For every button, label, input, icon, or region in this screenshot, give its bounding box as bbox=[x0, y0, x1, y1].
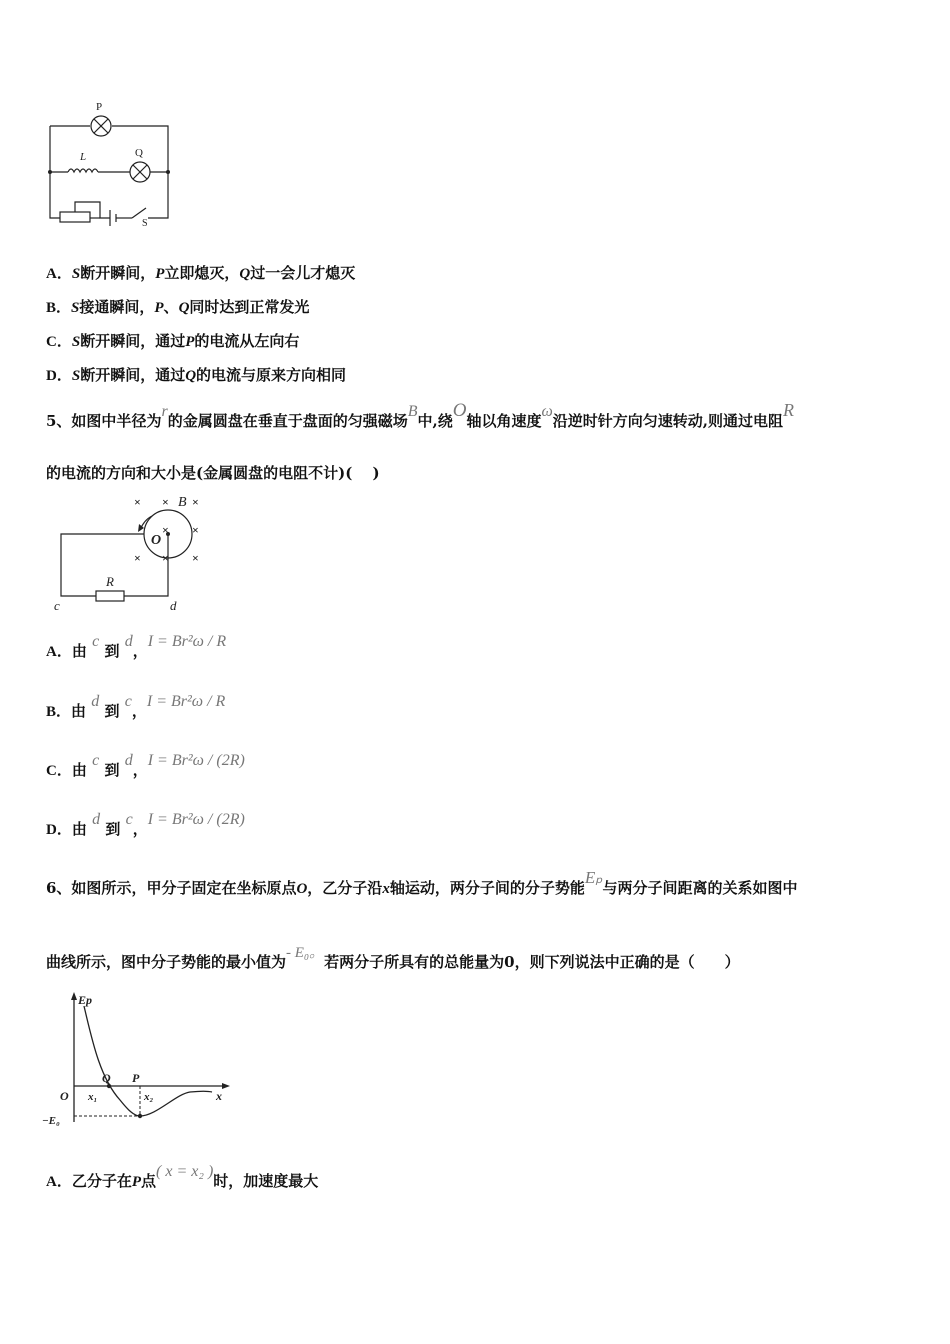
formula: I = Br²ω / R bbox=[146, 693, 226, 710]
x2-label: x₂ bbox=[144, 1091, 154, 1103]
cross-mark: × bbox=[192, 523, 199, 537]
q4-option-c[interactable]: C．S断开瞬间，通过P的电流从左向右 bbox=[46, 332, 300, 350]
point-q-label: Q bbox=[102, 1071, 111, 1085]
q5-option-a[interactable]: A．由 c 到 d，I = Br²ω / R bbox=[46, 633, 227, 660]
q4-option-d[interactable]: D．S断开瞬间，通过Q的电流与原来方向相同 bbox=[46, 366, 347, 384]
label-c: c bbox=[54, 598, 60, 613]
label-o: O bbox=[151, 533, 162, 548]
var-omega: ω bbox=[541, 403, 553, 420]
q5-stem-line1: 5、如图中半径为r的金属圆盘在垂直于盘面的匀强磁场B中,绕O轴以角速度ω沿逆时针方向匀速转动,则通过电阻R bbox=[46, 400, 794, 430]
axis-label-x: x bbox=[216, 1089, 222, 1103]
neg-e0-label: −E₀ bbox=[42, 1115, 60, 1127]
q6-option-a[interactable]: A．乙分子在P点( x = x₂ )时，加速度最大 bbox=[46, 1163, 319, 1190]
origin-label: O bbox=[60, 1089, 69, 1103]
q4-option-b[interactable]: B．S接通瞬间，P、Q同时达到正常发光 bbox=[46, 298, 310, 316]
cross-mark: × bbox=[134, 551, 141, 565]
condition: ( x = x₂ ) bbox=[156, 1163, 214, 1180]
q5-option-d[interactable]: D．由 d 到 c，I = Br²ω / (2R) bbox=[46, 811, 245, 838]
label-d: d bbox=[170, 598, 177, 613]
q5-option-c[interactable]: C．由 c 到 d，I = Br²ω / (2R) bbox=[46, 752, 245, 779]
var-o: O bbox=[452, 400, 467, 421]
formula: I = Br²ω / (2R) bbox=[147, 752, 245, 769]
q5-option-b[interactable]: B．由 d 到 c，I = Br²ω / R bbox=[46, 693, 226, 720]
q4-option-a[interactable]: A．S断开瞬间，P立即熄灭，Q过一会儿才熄灭 bbox=[46, 264, 356, 282]
cross-mark: × bbox=[162, 495, 169, 509]
cross-mark: × bbox=[162, 551, 169, 565]
point-p-label: P bbox=[132, 1071, 140, 1085]
disk-figure-q5 bbox=[48, 490, 218, 615]
cross-mark: × bbox=[162, 523, 169, 537]
label-q: Q bbox=[135, 147, 143, 159]
potential-energy-graph-q6 bbox=[40, 990, 240, 1130]
cross-mark: × bbox=[192, 551, 199, 565]
q6-stem-line1: 6、如图所示，甲分子固定在坐标原点O，乙分子沿x轴运动，两分子间的分子势能Eₚ与两分子间距离的关系如图中 bbox=[46, 868, 798, 897]
x1-label: x₁ bbox=[88, 1091, 98, 1103]
var-r-big: R bbox=[783, 400, 794, 420]
label-s: S bbox=[142, 218, 148, 228]
formula: I = Br²ω / (2R) bbox=[147, 811, 245, 828]
var-b: B bbox=[407, 403, 418, 420]
var-r: r bbox=[161, 403, 168, 420]
label-r: R bbox=[106, 574, 114, 589]
circuit-figure-q4 bbox=[40, 98, 180, 228]
label-b: B bbox=[178, 495, 187, 510]
axis-label-ep: Ep bbox=[78, 993, 93, 1007]
cross-mark: × bbox=[134, 495, 141, 509]
label-p: P bbox=[96, 101, 103, 113]
cross-mark: × bbox=[192, 495, 199, 509]
formula: I = Br²ω / R bbox=[147, 633, 227, 650]
q5-stem-line2: 的电流的方向和大小是(金属圆盘的电阻不计)( ) bbox=[46, 464, 380, 482]
q6-stem-line2: 曲线所示，图中分子势能的最小值为- E₀。若两分子所具有的总能量为0，则下列说法中正确的是（ ） bbox=[46, 945, 740, 971]
var-ep: Eₚ bbox=[584, 868, 603, 887]
var-e0: - E₀。 bbox=[286, 945, 325, 961]
label-l: L bbox=[80, 151, 87, 163]
